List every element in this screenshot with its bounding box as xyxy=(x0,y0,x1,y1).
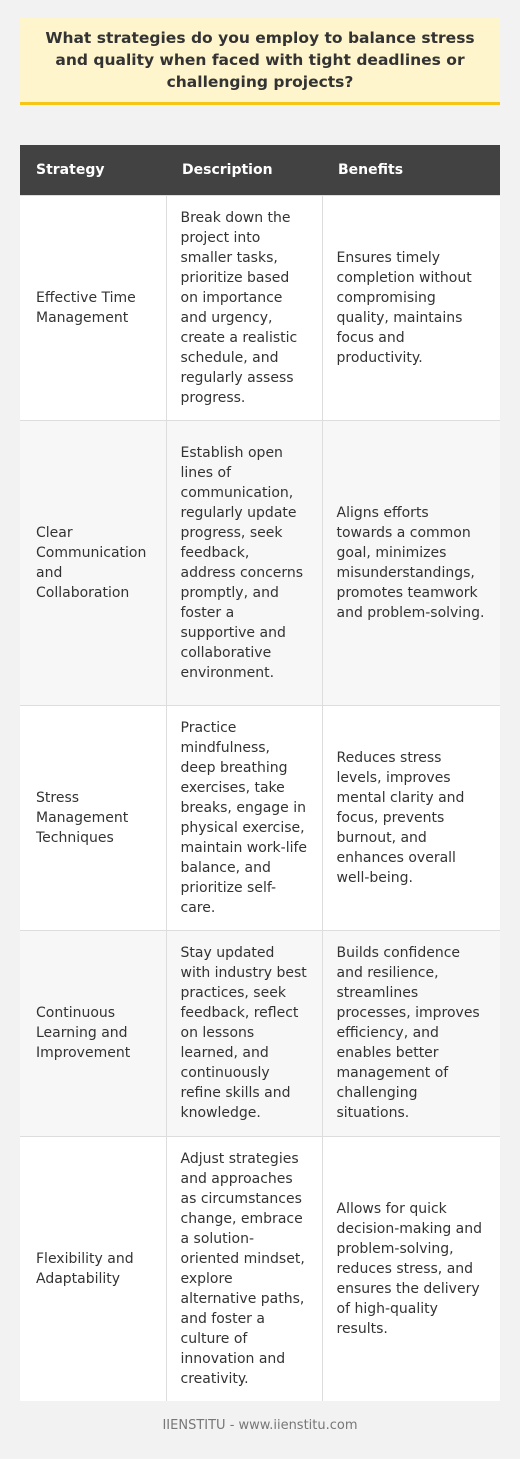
benefits-cell: Reduces stress levels, improves mental clarity and focus, prevents burnout, and enhances overall well-being. xyxy=(322,705,500,930)
table-row xyxy=(20,930,500,1136)
column-header-benefits: Benefits xyxy=(322,145,500,195)
column-header-strategy: Strategy xyxy=(20,145,166,195)
strategies-table xyxy=(20,145,500,1401)
strategy-cell: Stress Management Techniques xyxy=(20,705,166,930)
table-header-row xyxy=(20,145,500,195)
benefits-cell: Ensures timely completion without compromising quality, maintains focus and productivity. xyxy=(322,195,500,420)
description-cell: Adjust strategies and approaches as circumstances change, embrace a solution-oriented mindset, explore alternative paths, and foster a culture of innovation and creativity. xyxy=(166,1136,322,1401)
table-row xyxy=(20,195,500,420)
strategy-cell: Continuous Learning and Improvement xyxy=(20,930,166,1136)
benefits-cell: Aligns efforts towards a common goal, minimizes misunderstandings, promotes teamwork and problem-solving. xyxy=(322,420,500,705)
footer-credit: IIENSTITU - www.iienstitu.com xyxy=(162,1418,358,1433)
strategy-cell: Clear Communication and Collaboration xyxy=(20,420,166,705)
column-header-description: Description xyxy=(166,145,322,195)
table-row xyxy=(20,420,500,705)
description-cell: Stay updated with industry best practices, seek feedback, reflect on lessons learned, and continuously refine skills and knowledge. xyxy=(166,930,322,1136)
description-cell: Break down the project into smaller tasks, prioritize based on importance and urgency, create a realistic schedule, and regularly assess progress. xyxy=(166,195,322,420)
benefits-cell: Builds confidence and resilience, streamlines processes, improves efficiency, and enables better management of challenging situations. xyxy=(322,930,500,1136)
page-title: What strategies do you employ to balance stress and quality when faced with tight deadlines or challenging projects? xyxy=(45,29,475,91)
table-row xyxy=(20,705,500,930)
benefits-cell: Allows for quick decision-making and problem-solving, reduces stress, and ensures the delivery of high-quality results. xyxy=(322,1136,500,1401)
table-row xyxy=(20,1136,500,1401)
description-cell: Practice mindfulness, deep breathing exercises, take breaks, engage in physical exercise, maintain work-life balance, and prioritize self-care. xyxy=(166,705,322,930)
strategy-cell: Effective Time Management xyxy=(20,195,166,420)
title-box xyxy=(20,18,500,105)
strategy-cell: Flexibility and Adaptability xyxy=(20,1136,166,1401)
description-cell: Establish open lines of communication, regularly update progress, seek feedback, address concerns promptly, and foster a supportive and collaborative environment. xyxy=(166,420,322,705)
